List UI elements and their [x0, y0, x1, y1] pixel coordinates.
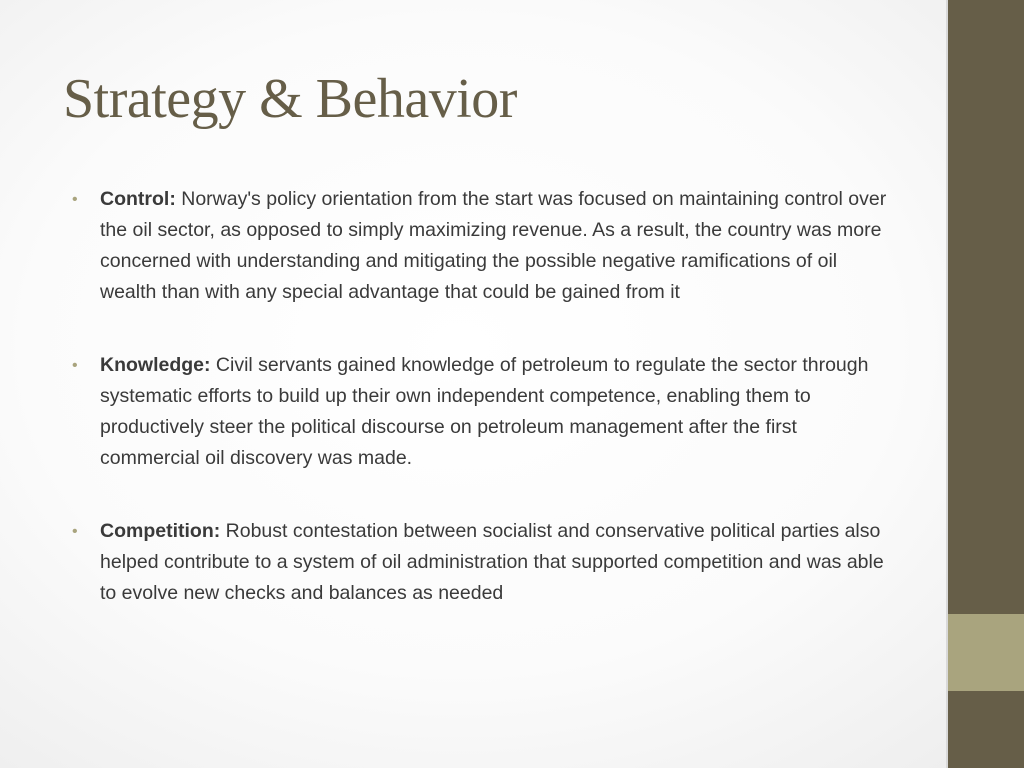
bullet-item-control — [72, 184, 892, 308]
sidebar-accent-block — [948, 614, 1024, 691]
bullet-term: Control: — [100, 188, 182, 210]
bullet-marker: • — [72, 357, 78, 374]
bullet-text: Norway's policy orientation from the start was focused on maintaining control over the oil sector, as opposed to simply maximizing revenue. As a result, the country was more concerned with understanding and mitigating the possible negative ramifications of oil wealth than with any special advantage that could be gained from it — [100, 188, 887, 303]
bullet-marker: • — [72, 191, 78, 208]
bullet-list — [72, 184, 892, 651]
bullet-marker: • — [72, 523, 78, 540]
bullet-text: Robust contestation between socialist and conservative political parties also helped contribute to a system of oil administration that supported competition and was able to evolve new checks and balances as needed — [100, 520, 884, 604]
bullet-text: Civil servants gained knowledge of petroleum to regulate the sector through systematic efforts to build up their own independent competence, enabling them to productively steer the political discourse on petroleum management after the first commercial oil discovery was made. — [100, 354, 869, 469]
slide-title: Strategy & Behavior — [63, 68, 517, 130]
bullet-item-competition — [72, 516, 892, 609]
bullet-term: Competition: — [100, 520, 226, 542]
decorative-sidebar — [948, 0, 1024, 768]
bullet-item-knowledge — [72, 350, 892, 474]
bullet-term: Knowledge: — [100, 354, 216, 376]
